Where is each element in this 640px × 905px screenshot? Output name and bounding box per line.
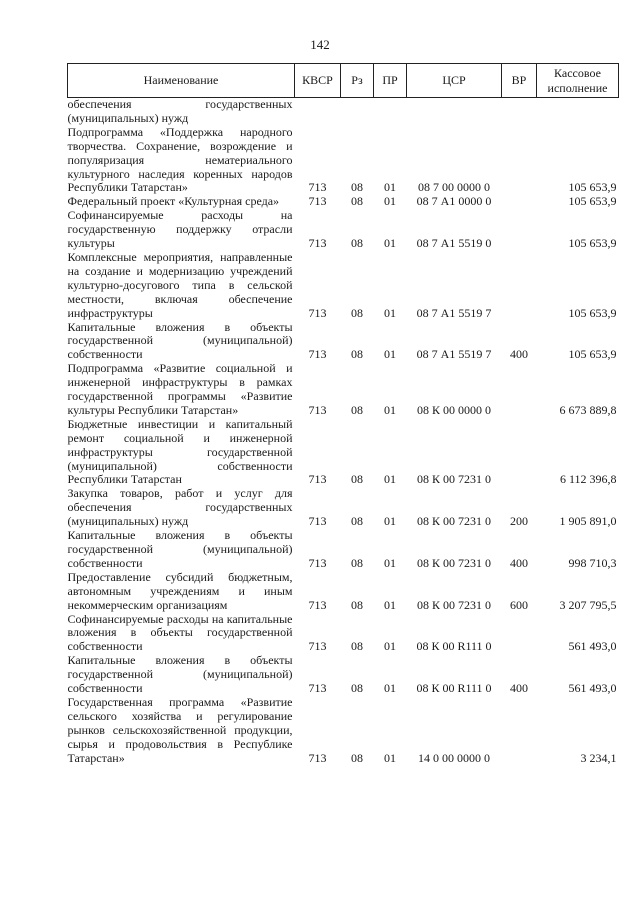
- header-rz: Рз: [341, 64, 374, 98]
- row-name: Закупка товаров, работ и услуг для обеспечения государственных (муниципальных) нужд: [67, 486, 293, 529]
- table-row: [68, 418, 619, 488]
- header-cash-execution: Кассовое исполнение: [537, 64, 619, 98]
- header-kvsr: КВСР: [295, 64, 341, 98]
- table-row: [68, 696, 619, 766]
- row-name: Капитальные вложения в объекты государственной (муниципальной) собственности: [67, 528, 293, 570]
- row-sum: 105 653,9: [568, 305, 617, 320]
- page-number: 142: [310, 37, 330, 52]
- row-rz: 08: [351, 472, 363, 487]
- row-rz: 08: [351, 681, 363, 696]
- table-row: [68, 654, 619, 696]
- row-vr: [502, 209, 537, 251]
- row-csr: 08 7 А1 0000 0: [416, 194, 492, 209]
- row-kvsr: 713: [308, 472, 327, 487]
- row-sum: 105 653,9: [568, 347, 617, 362]
- row-vr: [502, 613, 537, 655]
- row-rz: 08: [351, 305, 363, 320]
- budget-table: [67, 63, 619, 766]
- table-body: [68, 98, 619, 766]
- row-sum: [537, 98, 619, 126]
- row-pr: 01: [384, 750, 396, 765]
- row-rz: 08: [351, 236, 363, 251]
- table-row: [68, 209, 619, 251]
- row-csr: 08 К 00 R111 0: [416, 639, 492, 654]
- row-csr: 08 7 А1 5519 7: [416, 305, 492, 320]
- row-csr: 08 К 00 7231 0: [416, 514, 491, 529]
- row-vr: [502, 98, 537, 126]
- row-csr: 14 0 00 0000 0: [418, 750, 490, 765]
- row-pr: 01: [384, 180, 396, 195]
- row-sum: 561 493,0: [568, 681, 617, 696]
- row-vr: [502, 418, 537, 488]
- row-sum: 3 234,1: [580, 750, 617, 765]
- table-row: [68, 362, 619, 418]
- row-pr: [374, 98, 407, 126]
- row-rz: 08: [351, 555, 363, 570]
- table-row: [68, 98, 619, 126]
- row-kvsr: 713: [308, 750, 327, 765]
- row-vr: 400: [510, 681, 528, 696]
- row-rz: 08: [351, 597, 363, 612]
- row-vr: [502, 251, 537, 321]
- row-pr: 01: [384, 402, 396, 417]
- row-sum: 561 493,0: [568, 639, 617, 654]
- row-pr: 01: [384, 347, 396, 362]
- header-name: Наименование: [68, 64, 295, 98]
- row-rz: 08: [351, 347, 363, 362]
- row-kvsr: 713: [308, 639, 327, 654]
- row-sum: 1 905 891,0: [559, 514, 617, 529]
- row-name: Предоставление субсидий бюджетным, автономным учреждениям и иным некоммерческим организациям: [67, 569, 293, 612]
- row-name: Федеральный проект «Культурная среда»: [67, 194, 280, 209]
- row-csr: 08 К 00 0000 0: [416, 402, 491, 417]
- row-name: Капитальные вложения в объекты государственной (муниципальной) собственности: [67, 653, 293, 696]
- row-name: Софинансируемые расходы на капитальные вложения в объекты государственной собственности: [67, 611, 293, 654]
- header-csr: ЦСР: [407, 64, 502, 98]
- row-sum: 105 653,9: [568, 180, 617, 195]
- row-csr: 08 7 А1 5519 7: [416, 347, 492, 362]
- header-pr: ПР: [374, 64, 407, 98]
- row-pr: 01: [384, 555, 396, 570]
- row-pr: 01: [384, 236, 396, 251]
- row-kvsr: 713: [308, 347, 327, 362]
- row-sum: 3 207 795,5: [559, 597, 617, 612]
- table-row: [68, 613, 619, 655]
- row-sum: 105 653,9: [568, 236, 617, 251]
- row-kvsr: 713: [308, 597, 327, 612]
- row-vr: [502, 126, 537, 196]
- table-row: [68, 529, 619, 571]
- row-vr: [502, 696, 537, 766]
- row-name: Софинансируемые расходы на государственную поддержку отрасли культуры: [67, 208, 293, 251]
- row-sum: 6 673 889,8: [559, 402, 617, 417]
- row-name: обеспечения государственных (муниципальных) нужд: [67, 97, 293, 125]
- row-vr: 400: [510, 555, 528, 570]
- row-kvsr: 713: [308, 555, 327, 570]
- table-header: [68, 64, 619, 98]
- row-name: Комплексные мероприятия, направленные на создание и модернизацию учреждений культурно-досугового типа в сельской местности, включая обеспечение инфраструктуры: [67, 249, 293, 320]
- row-csr: [407, 98, 502, 126]
- row-vr: [502, 195, 537, 209]
- row-rz: 08: [351, 750, 363, 765]
- row-rz: [341, 98, 374, 126]
- row-name: Государственная программа «Развитие сельского хозяйства и регулирование рынков сельскохозяйственной продукции, сырья и продовольствия в Республике Татарстан»: [67, 694, 293, 765]
- table-row: [68, 321, 619, 363]
- row-csr: 08 К 00 7231 0: [416, 472, 491, 487]
- row-kvsr: 713: [308, 514, 327, 529]
- row-sum: 998 710,3: [568, 555, 617, 570]
- row-kvsr: 713: [308, 194, 327, 209]
- row-vr: [502, 362, 537, 418]
- row-sum: 6 112 396,8: [559, 472, 617, 487]
- row-sum: 105 653,9: [568, 194, 617, 209]
- row-csr: 08 7 А1 5519 0: [416, 236, 492, 251]
- row-rz: 08: [351, 639, 363, 654]
- row-pr: 01: [384, 681, 396, 696]
- row-csr: 08 7 00 0000 0: [418, 180, 490, 195]
- row-pr: 01: [384, 639, 396, 654]
- table-row: [68, 195, 619, 209]
- table-row: [68, 126, 619, 196]
- row-csr: 08 К 00 7231 0: [416, 597, 491, 612]
- row-csr: 08 К 00 7231 0: [416, 555, 491, 570]
- row-pr: 01: [384, 597, 396, 612]
- row-kvsr: 713: [308, 402, 327, 417]
- row-pr: 01: [384, 305, 396, 320]
- row-vr: 200: [510, 514, 528, 529]
- row-kvsr: 713: [308, 305, 327, 320]
- row-name: Капитальные вложения в объекты государственной (муниципальной) собственности: [67, 319, 293, 362]
- row-rz: 08: [351, 514, 363, 529]
- row-name: Подпрограмма «Развитие социальной и инженерной инфраструктуры в рамках государственной программы «Развитие культуры Республики Татарстан»: [67, 361, 293, 417]
- row-pr: 01: [384, 472, 396, 487]
- row-vr: 400: [510, 347, 528, 362]
- table-row: [68, 251, 619, 321]
- row-vr: 600: [510, 597, 528, 612]
- row-name: Бюджетные инвестиции и капитальный ремонт социальной и инженерной инфраструктуры государственной (муниципальной) собственности Республики Татарстан: [67, 416, 293, 487]
- row-kvsr: 713: [308, 236, 327, 251]
- row-pr: 01: [384, 514, 396, 529]
- row-csr: 08 К 00 R111 0: [416, 681, 492, 696]
- row-rz: 08: [351, 194, 363, 209]
- row-name: Подпрограмма «Поддержка народного творчества. Сохранение, возрождение и популяризация нематериального культурного наследия коренных народов Республики Татарстан»: [67, 124, 293, 195]
- row-pr: 01: [384, 194, 396, 209]
- row-kvsr: [295, 98, 341, 126]
- table-row: [68, 571, 619, 613]
- row-rz: 08: [351, 180, 363, 195]
- row-rz: 08: [351, 402, 363, 417]
- row-kvsr: 713: [308, 681, 327, 696]
- table-row: [68, 487, 619, 529]
- row-kvsr: 713: [308, 180, 327, 195]
- header-vr: ВР: [502, 64, 537, 98]
